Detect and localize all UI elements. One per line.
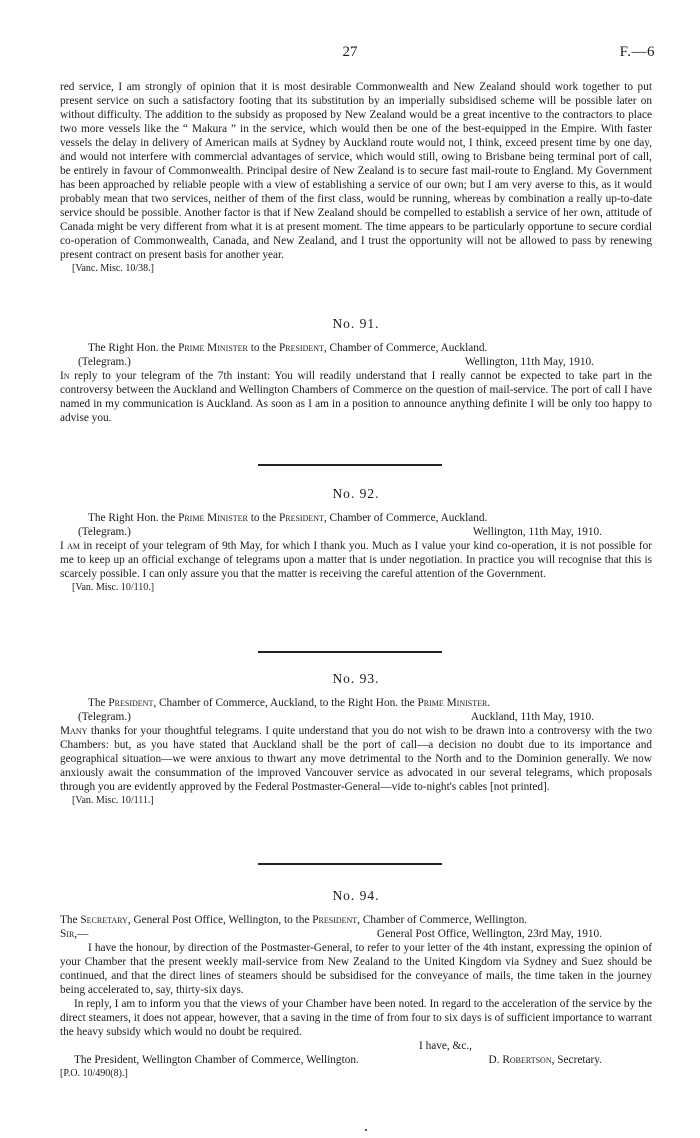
document-code: F.—6 (619, 44, 655, 60)
letter-93-body: Many thanks for your thoughtful telegrams. I quite understand that you do not wish to be drawn into a controversy with the two Chambers: but, as you have stated that Auckland shall be the port of call—a decision no doubt due to its importance and geographical situation—we were anxious to thwart any move detrimental to the North and to the Dominion generally. We now anxiously await the consummation of the improved Vancouver service as advocated in our several telegrams, which proposals through you are evidently approved by the Federal Postmaster-General—vide to-night's cables [not printed]. (60, 725, 652, 793)
letter-94-signer: D. Robertson, Secretary. (488, 1054, 602, 1066)
letter-94-salutation: Sir,— (60, 928, 89, 940)
intro-reference: [Vanc. Misc. 10/38.] (72, 263, 154, 274)
letter-92-heading: The Right Hon. the Prime Minister to the President, Chamber of Commerce, Auckland. (88, 512, 488, 524)
letter-92-medium: (Telegram.) (78, 526, 131, 538)
letter-94-number: No. 94. (332, 888, 380, 903)
letter-92-body: I am in receipt of your telegram of 9th May, for which I thank you. Much as I value your kind co-operation, it is not possible for me to keep up an official exchange of telegrams upon a matter that is under negotiation. In practice you will recognise that this is scarcely possible. I can only assure you that the matter is receiving the careful attention of the Government. (60, 540, 652, 580)
letter-93-reference: [Van. Misc. 10/111.] (72, 795, 154, 806)
page-mark (365, 1129, 367, 1131)
letter-93 (60, 672, 652, 808)
letter-91-body: In reply to your telegram of the 7th instant: You will readily understand that I really cannot be expected to take part in the controversy between the Auckland and Wellington Chambers of Commerce on the question of mail-service. The port of call I have named in my communication is Auckland. As soon as I am in a position to announce anything definite I will be only too happy to advise you. (60, 370, 652, 424)
page-number: 27 (342, 44, 358, 60)
letter-91-meta (60, 355, 652, 369)
letter-93-medium: (Telegram.) (78, 711, 131, 723)
letter-91-place-date: Wellington, 11th May, 1910. (464, 356, 594, 368)
letter-94-addressee: The President, Wellington Chamber of Commerce, Wellington. (74, 1054, 359, 1066)
letter-93-number: No. 93. (332, 671, 380, 686)
letter-94-closing-row (60, 1039, 652, 1053)
letter-93-heading: The President, Chamber of Commerce, Auckland, to the Right Hon. the Prime Minister. (88, 697, 491, 709)
letter-94-paragraph: I have the honour, by direction of the Postmaster-General, to refer to your letter of the 4th instant, expressing the opinion of your Chamber that the present weekly mail-service from New Zealand to the United Kingdom via Sydney and Suez should be continued, and that the direct lines of steamers should be subsidised for the conveyance of mails, the time taken in the journey being accelerated to, say, thirty-six days. (60, 942, 652, 996)
letter-92-reference: [Van. Misc. 10/110.] (72, 582, 155, 593)
letter-93-meta (60, 710, 652, 724)
letter-94-paragraph: In reply, I am to inform you that the views of your Chamber have been noted. In regard to the acceleration of the service by the direct steamers, it does not appear, however, that a saving in the time of from four to six days is of sufficient importance to warrant the heavy subsidy which would no doubt be required. (60, 998, 652, 1038)
intro-paragraph: red service, I am strongly of opinion that it is most desirable Commonwealth and New Zealand should work together to put present service on such a satisfactory footing that its substitution by an imperially subsidised scheme will be possible later on without difficulty. The addition to the subsidy as proposed by New Zealand would be a great incentive to the contractors to place two more vessels like the “ Makura ” in the service, which would then be one of the best-equipped in the Empire. With faster vessels the delay in delivery of American mails at Sydney by Auckland route would not, I think, exceed present time by one day, and would not interfere with commercial advantages of service, which would still, owing to Brisbane being terminal port of call, be entirely in favour of Commonwealth. Principal desire of New Zealand is to secure fast mail-route to England. My Government has been approached by reliable people with a view of establishing a service of our own; but I am very averse to this, as it would probably mean that two services, neither of them of the first class, would be running, whereas by combination a really up-to-date service should be possible. Another factor is that if New Zealand should be compelled to establish a service of her own, attitude of Canada might be very different from what it is at present moment. The time appears to be particularly opportune to secure cordial co-operation of Commonwealth, Canada, and New Zealand, and I trust the opportunity will not be allowed to pass by renewing present contract on present basis for another year. (60, 81, 652, 261)
section-divider (258, 863, 442, 865)
letter-92-meta (60, 525, 652, 539)
section-divider (258, 464, 442, 466)
letter-94 (60, 889, 652, 1081)
letter-94-meta (60, 927, 652, 941)
letter-93-place-date: Auckland, 11th May, 1910. (470, 711, 594, 723)
letter-94-reference: [P.O. 10/490(8).] (60, 1068, 128, 1079)
intro-section (60, 80, 652, 276)
letter-94-signature-row (60, 1053, 652, 1067)
letter-91 (60, 317, 652, 425)
letter-92-place-date: Wellington, 11th May, 1910. (472, 526, 602, 538)
section-divider (258, 651, 442, 653)
letter-94-place-date: General Post Office, Wellington, 23rd May, 1910. (376, 928, 602, 940)
letter-91-heading: The Right Hon. the Prime Minister to the President, Chamber of Commerce, Auckland. (88, 342, 488, 354)
letter-92-number: No. 92. (332, 486, 380, 501)
letter-94-closing: I have, &c., (418, 1040, 472, 1052)
letter-92 (60, 487, 652, 595)
letter-91-medium: (Telegram.) (78, 356, 131, 368)
letter-94-heading: The Secretary, General Post Office, Wellington, to the President, Chamber of Commerce, Wellington. (60, 914, 528, 926)
letter-91-number: No. 91. (332, 316, 380, 331)
